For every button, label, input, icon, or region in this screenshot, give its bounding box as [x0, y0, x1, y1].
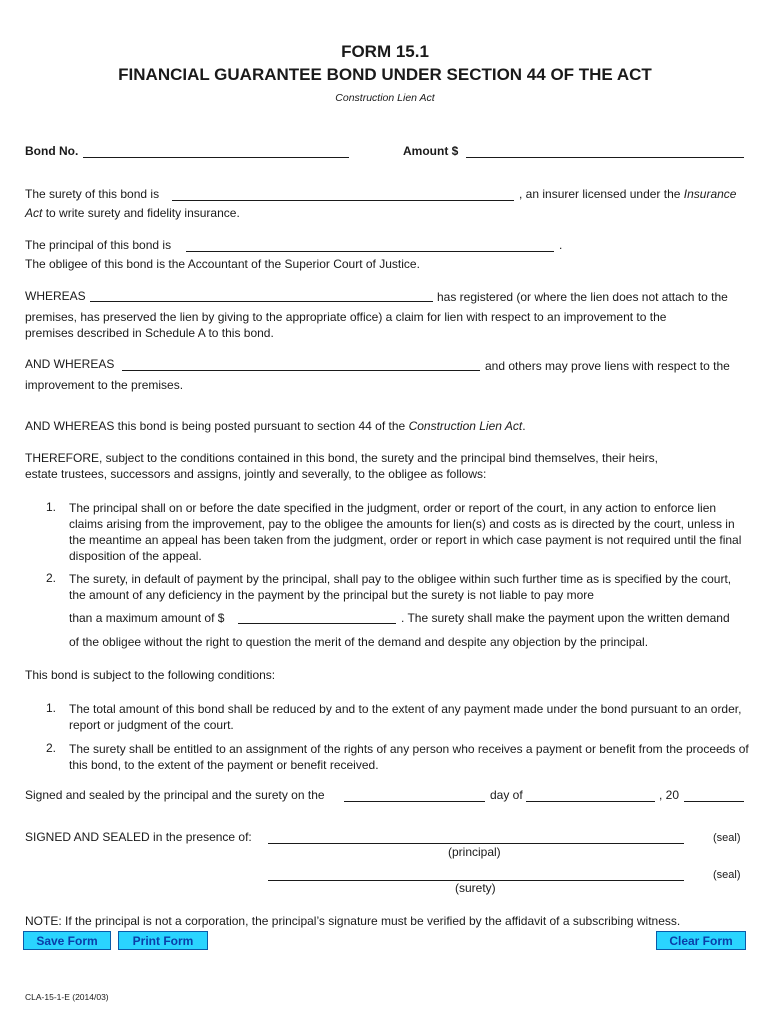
insurance-italic: Insurance: [683, 187, 737, 201]
clear-form-button[interactable]: Clear Form: [656, 931, 746, 950]
whereas-input[interactable]: [92, 286, 431, 301]
posted-suffix: .: [522, 419, 526, 433]
act-italic: Act: [25, 206, 43, 220]
obligation-2-last-line: of the obligee without the right to question the merit of the demand and despite any objection by the principal.: [69, 635, 649, 649]
surety-line: [172, 200, 514, 201]
posted-text: [25, 419, 526, 433]
bond-number-label: Bond No.: [25, 144, 79, 158]
whereas-line: [90, 301, 433, 302]
obligee-text: The obligee of this bond is the Accountant of the Superior Court of Justice.: [25, 257, 420, 271]
amount-input[interactable]: [468, 142, 742, 157]
bond-number-line: [83, 157, 349, 158]
surety-prefix: The surety of this bond is: [25, 187, 160, 201]
and-whereas-prefix: AND WHEREAS: [25, 357, 115, 371]
year-label: , 20: [659, 788, 680, 802]
surety-suffix: [519, 187, 736, 201]
principal-line: [186, 251, 554, 252]
surety-line2: [25, 206, 240, 220]
amount-label: Amount $: [403, 144, 459, 158]
posted-prefix: AND WHEREAS this bond is being posted pursuant to section 44 of the: [25, 419, 406, 433]
condition-2-number: 2.: [46, 741, 57, 755]
conditions-intro: This bond is subject to the following conditions:: [25, 668, 276, 682]
signed-year-line: [684, 801, 744, 802]
surety-line2-text: to write surety and fidelity insurance.: [45, 206, 240, 220]
statute-name: Construction Lien Act: [335, 92, 435, 104]
obligation-2-number: 2.: [46, 571, 57, 585]
surety-input[interactable]: [174, 185, 512, 200]
footer-form-code: CLA-15-1-E (2014/03): [25, 992, 109, 1002]
signed-day-line: [344, 801, 485, 802]
form-number: FORM 15.1: [341, 42, 429, 61]
and-whereas-input[interactable]: [124, 355, 478, 370]
cla-italic: Construction Lien Act: [408, 419, 523, 433]
principal-signature-line[interactable]: [268, 843, 684, 844]
obligation-2-text: The surety, in default of payment by the principal, shall pay to the obligee within such further time as is specified by the court, the amount of any deficiency in the payment by the principal but the surety is not liable to pay more: [69, 572, 732, 602]
save-form-button[interactable]: Save Form: [23, 931, 111, 950]
condition-1-text: The total amount of this bond shall be reduced by and to the extent of any payment made under the bond pursuant to an order, report or judgment of the court.: [69, 702, 742, 732]
form-title: FINANCIAL GUARANTEE BOND UNDER SECTION 44 OF THE ACT: [118, 65, 652, 84]
max-amount-prefix: than a maximum amount of $: [69, 611, 225, 625]
principal-caption: (principal): [448, 845, 501, 859]
signed-prefix: Signed and sealed by the principal and the surety on the: [25, 788, 325, 802]
signed-year-input[interactable]: [686, 786, 742, 801]
principal-prefix: The principal of this bond is: [25, 238, 172, 252]
principal-input[interactable]: [188, 236, 552, 251]
therefore-line1: THEREFORE, subject to the conditions contained in this bond, the surety and the principal bind themselves, their heirs,: [25, 451, 658, 465]
max-amount-line: [238, 623, 396, 624]
day-of-label: day of: [490, 788, 523, 802]
principal-suffix: .: [559, 238, 563, 252]
surety-caption: (surety): [455, 881, 496, 895]
print-form-button[interactable]: Print Form: [118, 931, 208, 950]
whereas-line2: premises, has preserved the lien by giving to the appropriate office) a claim for lien with respect to an improvement to the: [25, 310, 667, 324]
obligation-1-text: The principal shall on or before the date specified in the judgment, order or report of the court, in any action to enforce lien claims arising from the improvement, pay to the obligee the amounts for lien(s) and costs as is directed by the court, unless in the meantime an appeal has been taken from the judgment, order or report in which case payment is not required until the final disposition of the appeal.: [69, 501, 742, 563]
max-amount-input[interactable]: [240, 608, 394, 623]
therefore-line2: estate trustees, successors and assigns, jointly and severally, to the obligee as follows:: [25, 467, 487, 481]
condition-1-number: 1.: [46, 701, 57, 715]
principal-seal: (seal): [713, 832, 741, 844]
and-whereas-line: [122, 370, 480, 371]
signed-month-line: [526, 801, 655, 802]
whereas-line3: premises described in Schedule A to this bond.: [25, 326, 274, 340]
condition-2-text: The surety shall be entitled to an assignment of the rights of any person who receives a payment or benefit from the proceeds of this bond, to the extent of the payment or benefit received.: [69, 742, 749, 772]
presence-label: SIGNED AND SEALED in the presence of:: [25, 830, 252, 844]
obligation-1-number: 1.: [46, 500, 57, 514]
note-text: NOTE: If the principal is not a corporation, the principal’s signature must be verified by the affidavit of a subscribing witness.: [25, 914, 681, 928]
and-whereas-suffix: and others may prove liens with respect to the: [485, 359, 730, 373]
whereas-suffix: has registered (or where the lien does not attach to the: [437, 290, 728, 304]
bond-number-input[interactable]: [85, 142, 347, 157]
surety-seal: (seal): [713, 869, 741, 881]
signed-month-input[interactable]: [528, 786, 653, 801]
and-whereas-line2: improvement to the premises.: [25, 378, 184, 392]
surety-suffix-text: , an insurer licensed under the: [519, 187, 681, 201]
amount-line: [466, 157, 744, 158]
signed-day-input[interactable]: [346, 786, 483, 801]
whereas-prefix: WHEREAS: [25, 289, 86, 303]
max-amount-suffix: . The surety shall make the payment upon the written demand: [401, 611, 730, 625]
